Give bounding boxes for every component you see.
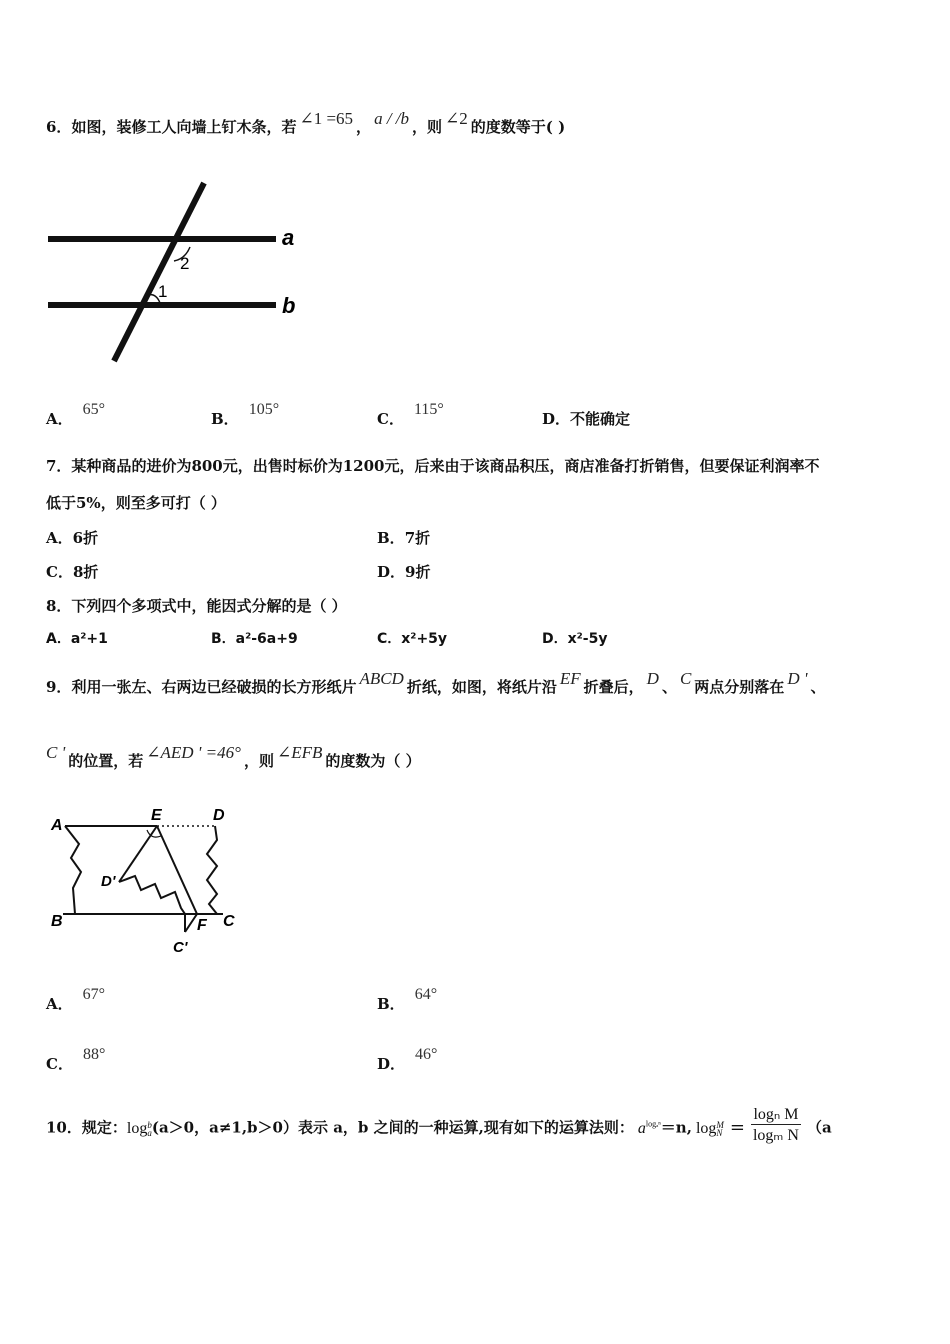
option-value: 67° bbox=[82, 986, 106, 1003]
option-label: A． bbox=[46, 529, 73, 547]
q10-a-exp: logₐⁿ bbox=[645, 1119, 661, 1129]
q9-option-c[interactable] bbox=[46, 1046, 106, 1074]
log2-sub: N bbox=[716, 1127, 723, 1138]
q9-angle-efb: ∠EFB bbox=[276, 743, 323, 762]
q9-option-b[interactable] bbox=[377, 986, 438, 1014]
option-value: 6折 bbox=[72, 529, 99, 547]
label-C: C bbox=[223, 913, 235, 930]
q10-fraction bbox=[751, 1104, 801, 1145]
fraction-denominator: logₘ N bbox=[752, 1127, 799, 1144]
option-label: C． bbox=[46, 1055, 73, 1073]
torn-left bbox=[65, 826, 81, 914]
q6-option-c[interactable] bbox=[377, 401, 444, 429]
q9-cprime: C ' bbox=[46, 743, 66, 762]
q9-text-c: 折叠后， bbox=[583, 678, 644, 696]
label-2: 2 bbox=[180, 254, 190, 273]
q10-text-c: ＝n, bbox=[660, 1118, 692, 1137]
edge-ed-prime bbox=[119, 826, 157, 882]
q9-text-f: ，则 bbox=[243, 752, 274, 770]
label-B: B bbox=[51, 913, 63, 930]
q8-option-c[interactable] bbox=[377, 628, 447, 648]
q10-log-expr bbox=[127, 1120, 152, 1137]
transversal bbox=[114, 183, 204, 361]
option-label: D． bbox=[542, 631, 568, 647]
q9-text-b: 折纸，如图，将纸片沿 bbox=[406, 678, 557, 696]
q9-ef: EF bbox=[559, 669, 581, 688]
q8-option-a[interactable] bbox=[46, 628, 108, 648]
option-value: 不能确定 bbox=[570, 410, 631, 428]
q6-figure bbox=[40, 175, 310, 370]
q10-equals: = bbox=[729, 1116, 745, 1138]
q10-a-base: a bbox=[637, 1119, 646, 1137]
q8-stem: 8．下列四个多项式中，能因式分解的是（ ） bbox=[46, 597, 347, 615]
label-E: E bbox=[151, 807, 162, 824]
q9-dprime: D ' bbox=[787, 669, 808, 688]
q9-abcd: ABCD bbox=[359, 669, 404, 688]
label-b: b bbox=[282, 293, 296, 318]
q10-number: 10． bbox=[46, 1118, 82, 1137]
q6-stem bbox=[46, 109, 566, 137]
q6-angle2: ∠2 bbox=[445, 109, 468, 128]
q6-angle1: ∠1 =65 bbox=[299, 109, 354, 128]
option-value: 115° bbox=[413, 401, 444, 418]
torn-right bbox=[207, 826, 217, 914]
q9-sep2: 、 bbox=[810, 678, 826, 696]
q9-c: C bbox=[679, 669, 692, 688]
q9-text-e: 的位置，若 bbox=[68, 752, 144, 770]
q9-stem-line2 bbox=[46, 743, 421, 771]
option-value: 65° bbox=[82, 401, 106, 418]
q9-angle-aed: ∠AED ' =46° bbox=[146, 743, 241, 762]
option-label: A． bbox=[46, 631, 71, 647]
q9-text-g: 的度数为（ ） bbox=[325, 752, 421, 770]
log-sub: a bbox=[147, 1127, 152, 1138]
q9-option-d[interactable] bbox=[377, 1046, 438, 1074]
option-label: A． bbox=[46, 410, 73, 428]
label-D: D bbox=[213, 807, 225, 824]
q9-d: D bbox=[646, 669, 659, 688]
q10-log2: log bbox=[695, 1119, 717, 1137]
q10-stem bbox=[46, 1108, 832, 1149]
option-label: C． bbox=[46, 563, 73, 581]
q8-option-b[interactable] bbox=[211, 628, 298, 648]
option-value: 8折 bbox=[72, 563, 99, 581]
option-label: B． bbox=[377, 529, 405, 547]
label-F: F bbox=[197, 917, 207, 934]
q7-line2: 低于5%，则至多可打（ ） bbox=[46, 494, 226, 512]
label-C-prime: C' bbox=[173, 939, 188, 956]
option-label: C． bbox=[377, 410, 404, 428]
q7-option-d[interactable] bbox=[377, 561, 430, 582]
q7-option-b[interactable] bbox=[377, 527, 430, 548]
q9-text-a: 利用一张左、右两边已经破损的长方形纸片 bbox=[71, 678, 357, 696]
option-label: B． bbox=[377, 995, 405, 1013]
q9-number: 9． bbox=[46, 678, 72, 696]
q6-option-d[interactable] bbox=[542, 408, 630, 429]
edge-ef bbox=[157, 826, 197, 914]
label-D-prime: D' bbox=[101, 873, 116, 890]
label-1: 1 bbox=[158, 282, 168, 301]
q9-text-d: 两点分别落在 bbox=[694, 678, 785, 696]
option-label: D． bbox=[377, 563, 406, 581]
q10-text-d: （a bbox=[806, 1118, 832, 1137]
q9-sep: 、 bbox=[661, 678, 677, 696]
option-value: a²-6a+9 bbox=[235, 631, 298, 647]
log2-sup: M bbox=[716, 1119, 724, 1130]
q6-text-b: ， bbox=[356, 118, 372, 136]
option-value: 64° bbox=[414, 986, 438, 1003]
label-a: a bbox=[282, 225, 295, 250]
q7-line1: 7．某种商品的进价为800元，出售时标价为1200元，后来由于该商品积压，商店准备打折销售，但要保证利润率不 bbox=[46, 457, 820, 475]
option-value: 46° bbox=[415, 1046, 438, 1063]
q6-option-a[interactable] bbox=[46, 401, 106, 429]
option-label: C． bbox=[377, 631, 402, 647]
option-value: 88° bbox=[82, 1046, 106, 1063]
q6-text-a: 如图，装修工人向墙上钉木条，若 bbox=[71, 118, 297, 136]
q6-text-d: 的度数等于( ) bbox=[470, 118, 566, 136]
q7-option-c[interactable] bbox=[46, 561, 98, 582]
option-value: x²-5y bbox=[567, 631, 608, 647]
q6-parallel: a / /b bbox=[374, 109, 410, 128]
q6-option-b[interactable] bbox=[211, 401, 280, 429]
option-label: A． bbox=[46, 995, 73, 1013]
option-value: a²+1 bbox=[70, 631, 108, 647]
fraction-numerator: logₙ M bbox=[751, 1104, 801, 1125]
option-value: 7折 bbox=[404, 529, 431, 547]
edge-fc-prime bbox=[185, 914, 197, 932]
q9-stem-line1 bbox=[46, 669, 826, 697]
torn-folded bbox=[119, 876, 185, 914]
option-label: D． bbox=[377, 1055, 406, 1073]
q7-option-a[interactable] bbox=[46, 527, 98, 548]
q9-option-a[interactable] bbox=[46, 986, 106, 1014]
log-word: log bbox=[126, 1119, 148, 1137]
log-sup: b bbox=[147, 1119, 152, 1130]
option-label: B． bbox=[211, 410, 239, 428]
q10-text-a: 规定： bbox=[81, 1118, 127, 1137]
option-value: 105° bbox=[248, 401, 280, 418]
option-label: D． bbox=[542, 410, 571, 428]
option-label: B． bbox=[211, 631, 236, 647]
label-A: A bbox=[51, 817, 63, 834]
q6-text-c: ，则 bbox=[412, 118, 443, 136]
option-value: 9折 bbox=[405, 563, 431, 581]
option-value: x²+5y bbox=[401, 631, 448, 647]
q8-option-d[interactable] bbox=[542, 628, 607, 648]
q9-figure bbox=[45, 800, 250, 965]
q10-text-b: (a＞0，a≠1,b＞0）表示 a，b 之间的一种运算,现有如下的运算法则： bbox=[151, 1118, 634, 1137]
q6-number: 6． bbox=[46, 118, 72, 136]
